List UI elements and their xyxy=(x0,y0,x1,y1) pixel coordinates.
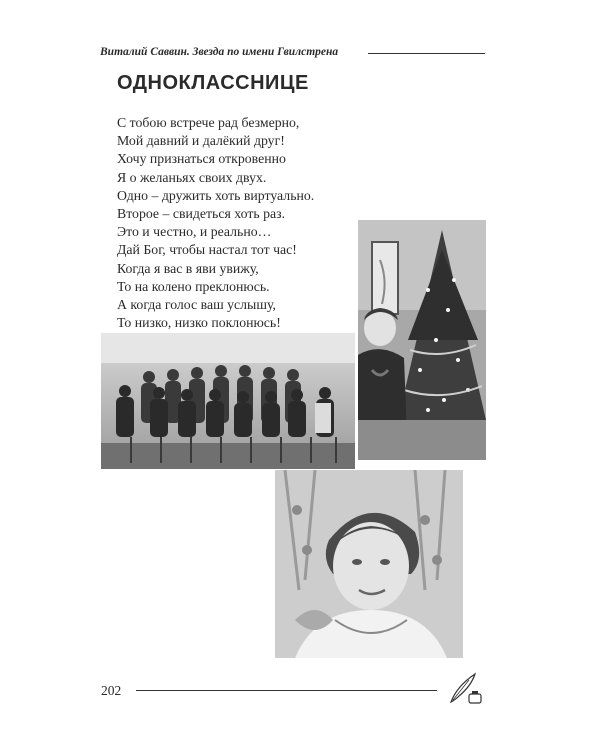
poem-line: А когда голос ваш услышу, xyxy=(117,297,276,313)
class-group-photo xyxy=(101,333,355,469)
poem-line: Это и честно, и реально… xyxy=(117,224,272,240)
running-header: Виталий Саввин. Звезда по имени Гвилстрена xyxy=(100,46,339,58)
poem-line: Мой давний и далёкий друг! xyxy=(117,133,285,149)
quill-inkwell-icon xyxy=(445,672,485,706)
poem-line: Одно – дружить хоть виртуально. xyxy=(117,187,315,203)
poem-line: То на колено преклонюсь. xyxy=(117,278,270,294)
header-rule xyxy=(368,53,485,54)
poem-line: Хочу признаться откровенно xyxy=(117,151,286,167)
poem-line: То низко, низко поклонюсь! xyxy=(117,315,281,331)
footer-rule xyxy=(136,690,437,691)
poem-line: С тобою встрече рад безмерно, xyxy=(117,115,300,130)
poem-body xyxy=(117,114,314,332)
poem-line: Второе – свидеться хоть раз. xyxy=(117,206,286,222)
poem-line: Я о желаньях своих двух. xyxy=(117,169,267,185)
poem-line: Когда я вас в яви увижу, xyxy=(117,260,259,276)
christmas-tree-photo xyxy=(358,220,486,460)
page-number: 202 xyxy=(101,683,122,698)
poem-line: Дай Бог, чтобы настал тот час! xyxy=(117,242,297,258)
poem-title: ОДНОКЛАССНИЦЕ xyxy=(117,72,309,94)
portrait-photo xyxy=(275,470,463,658)
